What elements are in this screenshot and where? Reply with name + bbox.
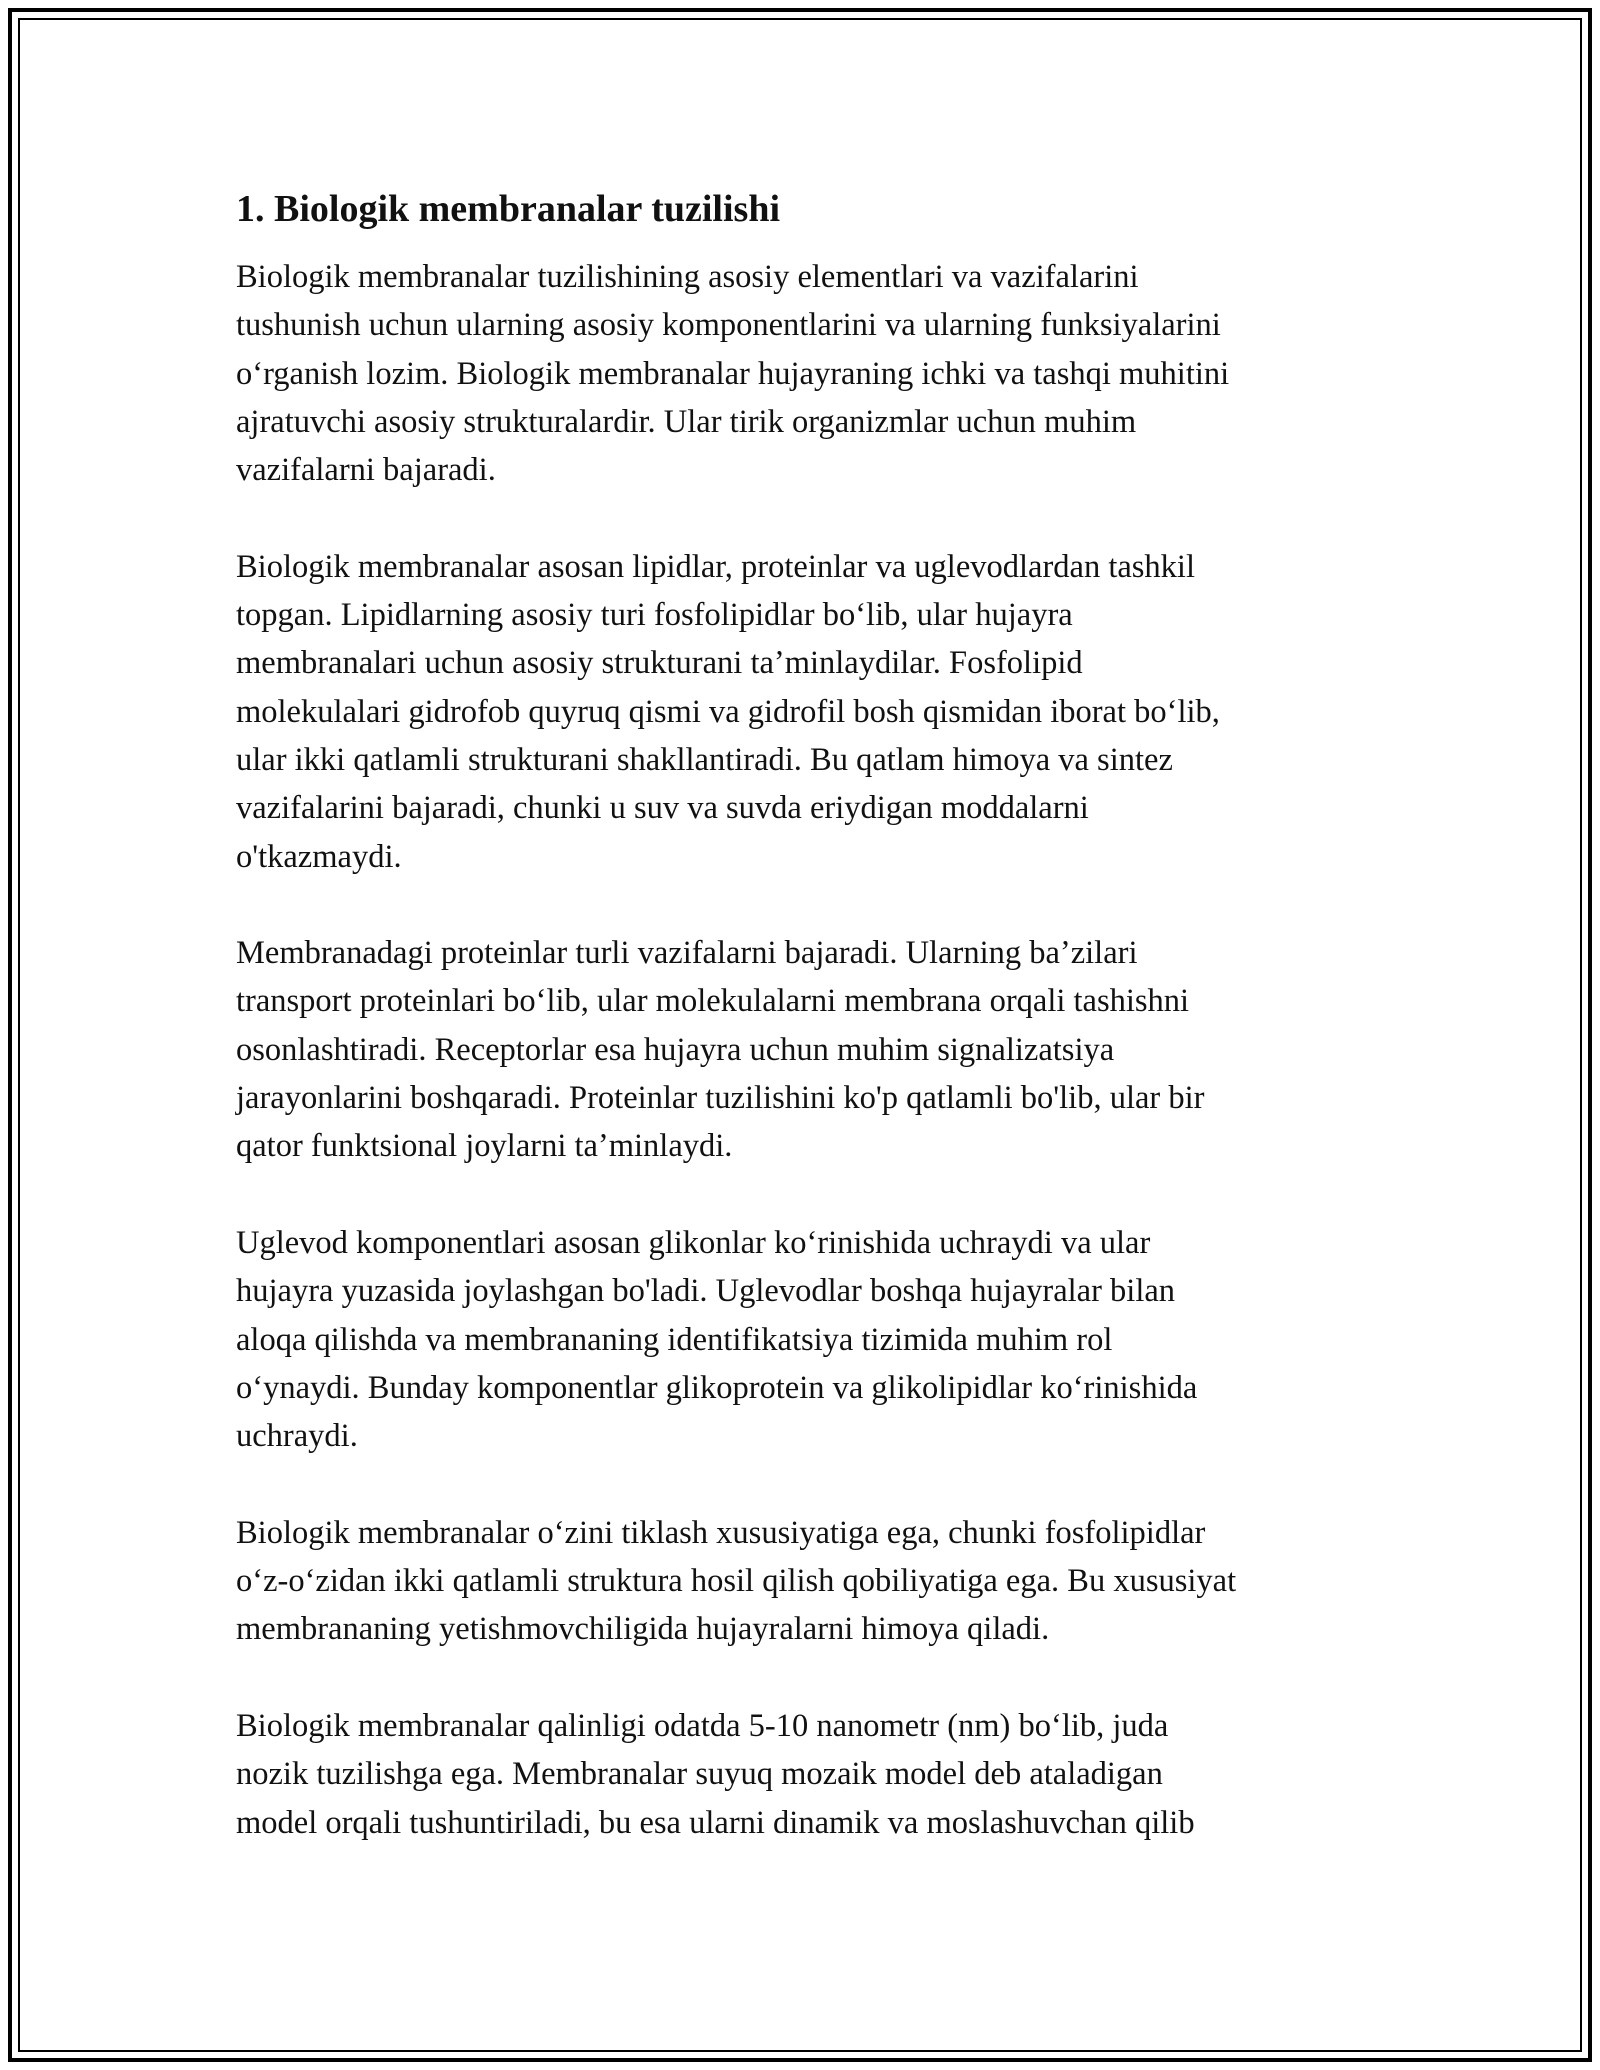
text-line: uchraydi. — [236, 1418, 358, 1455]
paragraph-4 — [236, 1219, 1376, 1460]
paragraph-1 — [236, 253, 1376, 494]
text-line: vazifalarini bajaradi, chunki u suv va suvda eriydigan moddalarni — [236, 790, 1089, 827]
text-line: ajratuvchi asosiy strukturalardir. Ular tirik organizmlar uchun muhim — [236, 403, 1137, 440]
text-line: ular ikki qatlamli strukturani shakllantiradi. Bu qatlam himoya va sintez — [236, 741, 1173, 778]
document-body — [236, 185, 1376, 1895]
text-line: membrananing yetishmovchiligida hujayralarni himoya qiladi. — [236, 1611, 1050, 1648]
text-line: oʻz-oʻzidan ikki qatlamli struktura hosil qilish qobiliyatiga ega. Bu xususiyat — [236, 1563, 1237, 1600]
text-line: model orqali tushuntiriladi, bu esa ularni dinamik va moslashuvchan qilib — [236, 1804, 1195, 1841]
text-line: transport proteinlari boʻlib, ular molekulalarni membrana orqali tashishni — [236, 983, 1190, 1020]
text-line: Biologik membranalar asosan lipidlar, proteinlar va uglevodlardan tashkil — [236, 548, 1195, 585]
text-line: topgan. Lipidlarning asosiy turi fosfolipidlar boʻlib, ular hujayra — [236, 597, 1073, 634]
text-line: molekulalari gidrofob quyruq qismi va gidrofil bosh qismidan iborat boʻlib, — [236, 693, 1220, 730]
text-line: jarayonlarini boshqaradi. Proteinlar tuzilishini ko'p qatlamli bo'lib, ular bir — [236, 1080, 1205, 1117]
text-line: oʻrganish lozim. Biologik membranalar hujayraning ichki va tashqi muhitini — [236, 355, 1230, 392]
text-line: o'tkazmaydi. — [236, 838, 402, 875]
paragraph-3 — [236, 929, 1376, 1170]
text-line: osonlashtiradi. Receptorlar esa hujayra uchun muhim signalizatsiya — [236, 1031, 1115, 1068]
text-line: Membranadagi proteinlar turli vazifalarni bajaradi. Ularning baʼzilari — [236, 935, 1138, 972]
text-line: vazifalarni bajaradi. — [236, 452, 496, 489]
text-line: qator funktsional joylarni taʼminlaydi. — [236, 1128, 733, 1165]
section-heading: 1. Biologik membranalar tuzilishi — [236, 188, 781, 230]
text-line: tushunish uchun ularning asosiy komponentlarini va ularning funksiyalarini — [236, 307, 1221, 344]
text-line: aloqa qilishda va membrananing identifikatsiya tizimida muhim rol — [236, 1321, 1113, 1358]
paragraph-2 — [236, 543, 1376, 881]
text-line: Biologik membranalar qalinligi odatda 5-10 nanometr (nm) boʻlib, juda — [236, 1707, 1169, 1744]
text-line: hujayra yuzasida joylashgan bo'ladi. Uglevodlar boshqa hujayralar bilan — [236, 1273, 1176, 1310]
text-line: oʻynaydi. Bunday komponentlar glikoprotein va glikolipidlar koʻrinishida — [236, 1369, 1198, 1406]
text-line: membranalari uchun asosiy strukturani taʼminlaydilar. Fosfolipid — [236, 645, 1083, 682]
text-line: Uglevod komponentlari asosan glikonlar koʻrinishida uchraydi va ular — [236, 1224, 1151, 1261]
text-line: Biologik membranalar oʻzini tiklash xususiyatiga ega, chunki fosfolipidlar — [236, 1514, 1206, 1551]
paragraph-6 — [236, 1702, 1376, 1847]
paragraph-5 — [236, 1509, 1376, 1654]
text-line: Biologik membranalar tuzilishining asosiy elementlari va vazifalarini — [236, 259, 1139, 295]
text-line: nozik tuzilishga ega. Membranalar suyuq mozaik model deb ataladigan — [236, 1756, 1163, 1793]
